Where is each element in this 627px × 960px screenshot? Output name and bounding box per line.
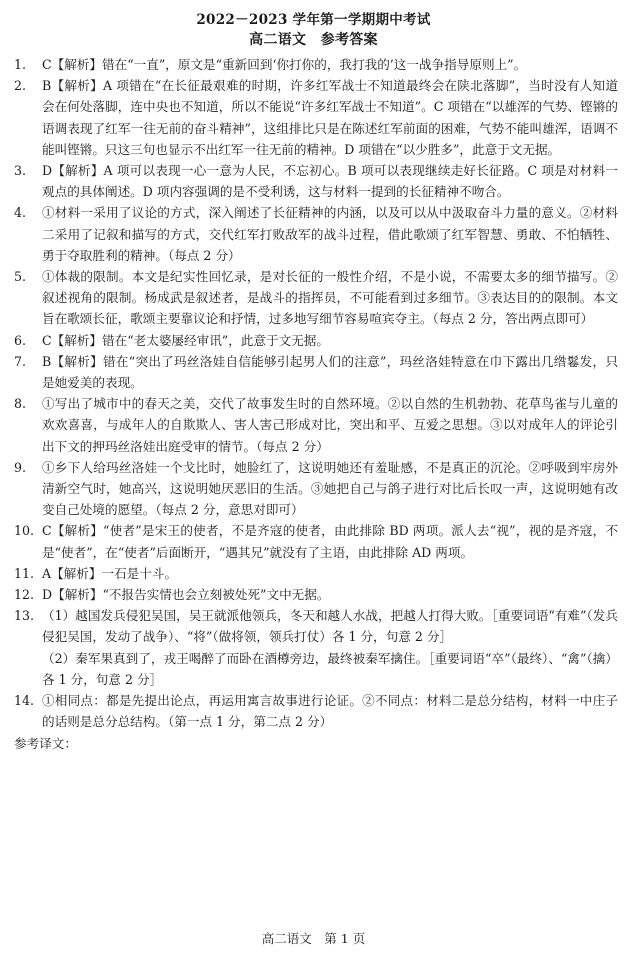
answer-item-10 bbox=[14, 520, 618, 562]
answer-number: 13. bbox=[14, 608, 35, 624]
answer-text: ①乡下人给玛丝洛娃一个戈比时，她脸红了，这说明她还有羞耻感，不是真正的沉沦。②呼吸到牢房外清新空气时，她高兴，这说明她厌恶旧的生活。③她把自己与鸽子进行对比后长叹一声，这说明她有改变自己处境的愿望。（每点 2 分，意思对即可） bbox=[42, 459, 618, 518]
answer-text: A【解析】一石是十斗。 bbox=[42, 565, 178, 581]
answer-number: 2. bbox=[14, 78, 27, 94]
answer-number: 4. bbox=[14, 205, 27, 221]
answer-part-1: （1）越国发兵侵犯吴国，吴王就派他领兵，冬天和越人水战，把越人打得大败。［重要词语“有难”（发兵侵犯吴国，发动了战争）、“将”（做将领，领兵打仗）各 1 分，句意 2 分］ bbox=[42, 608, 618, 645]
answer-number: 14. bbox=[14, 693, 35, 709]
answer-text: C【解析】“使者”是宋王的使者，不是齐寇的使者，由此排除 BD 两项。派人去“视”，视的是齐寇，不是“使者”，在“使者”后面断开，“遇其兄”就没有了主语，由此排除 AD 两项。 bbox=[42, 523, 618, 560]
answer-list bbox=[14, 54, 618, 754]
answer-item-8 bbox=[14, 393, 618, 457]
answer-number: 8. bbox=[14, 396, 27, 412]
answer-text: D【解析】“不报告实情也会立刻被处死”文中无据。 bbox=[42, 587, 330, 603]
answer-text: C【解析】错在“一直”，原文是“重新回到‘你打你的，我打我的’这一战争指导原则上”。 bbox=[42, 57, 527, 72]
answer-text: D【解析】A 项可以表现一心一意为人民，不忘初心。B 项可以表现继续走好长征路。C 项是对材料一观点的具体阐述。D 项内容强调的是不受利诱，这与材料一提到的长征精神不吻合。 bbox=[42, 163, 618, 200]
answer-text: ①体裁的限制。本文是纪实性回忆录，是对长征的一般性介绍，不是小说，不需要太多的细节描写。②叙述视角的限制。杨成武是叙述者，是战斗的指挥员，不可能看到过多细节。③表达目的的限制。本文旨在歌颂长征，歌颂主要靠议论和抒情，过多地写细节容易喧宾夺主。（每点 2 分，答出两点即可） bbox=[42, 269, 618, 327]
answer-number: 6. bbox=[14, 332, 27, 348]
answer-item-5 bbox=[14, 266, 618, 330]
answer-text bbox=[42, 605, 618, 690]
answer-item-1 bbox=[14, 54, 618, 75]
answer-item-12 bbox=[14, 584, 618, 605]
answer-item-7 bbox=[14, 351, 618, 393]
answer-item-14 bbox=[14, 690, 618, 732]
answer-text: ①材料一采用了议论的方式，深入阐述了长征精神的内涵，以及可以从中汲取奋斗力量的意义。②材料二采用了记叙和描写的方式，交代红军打败敌军的战斗过程，借此歌颂了红军智慧、勇敢、不怕牺牲、勇于夺取胜利的精神。（每点 2 分） bbox=[42, 205, 618, 263]
answer-item-9 bbox=[14, 457, 618, 521]
answer-item-4 bbox=[14, 202, 618, 266]
answer-item-3 bbox=[14, 160, 618, 202]
answer-number: 7. bbox=[14, 353, 27, 369]
answer-text: C【解析】错在“老太婆屡经审讯”，此意于文无据。 bbox=[42, 332, 329, 348]
answer-part-2: （2）秦军果真到了，戎王喝醉了而卧在酒樽旁边，最终被秦军擒住。［重要词语“卒”（最终）、“禽”（擒）各 1 分，句意 2 分］ bbox=[42, 650, 618, 687]
answer-item-13 bbox=[14, 605, 618, 690]
answer-item-2 bbox=[14, 75, 618, 160]
answer-key-subtitle: 高二语文 参考答案 bbox=[249, 32, 378, 48]
answer-number: 10. bbox=[14, 523, 35, 539]
page-footer: 高二语文 第 1 页 bbox=[261, 931, 366, 946]
answer-number: 5. bbox=[14, 269, 27, 285]
answer-text: B【解析】A 项错在“在长征最艰难的时期，许多红军战士不知道最终会在陕北落脚”，当时没有人知道会在何处落脚，连中央也不知道，所以不能说“许多红军战士不知道”。C 项错在“以雄浑的气势、铿锵的语调表现了红军一往无前的奋斗精神”，这组排比只是在陈述红军前面的困难，气势不能叫雄浑，语调不能叫铿锵。只这三句也显示不出红军一往无前的精神。D 项错在“以少胜多”，此意于文无据。 bbox=[42, 78, 618, 157]
answer-item-6 bbox=[14, 330, 618, 351]
answer-number: 11. bbox=[14, 565, 35, 581]
answer-item-11 bbox=[14, 563, 618, 584]
answer-number: 3. bbox=[14, 163, 27, 179]
reference-translation-label: 参考译文： bbox=[14, 735, 77, 751]
answer-text: ①相同点：都是先提出论点，再运用寓言故事进行论证。②不同点：材料二是总分结构，材料一中庄子的话则是总分总结构。（第一点 1 分，第二点 2 分） bbox=[42, 693, 618, 730]
exam-title: 2022－2023 学年第一学期期中考试 bbox=[196, 12, 431, 28]
answer-number: 1. bbox=[14, 57, 27, 72]
answer-text: ①写出了城市中的春天之美，交代了故事发生时的自然环境。②以自然的生机勃勃、花草鸟雀与儿童的欢欢喜喜，与成年人的自欺欺人、害人害己形成对比，突出和平、互爱之思想。③以对成年人的评论引出下文的押玛丝洛娃出庭受审的情节。（每点 2 分） bbox=[42, 396, 618, 454]
answer-text: B【解析】错在“突出了玛丝洛娃自信能够引起男人们的注意”，玛丝洛娃特意在巾下露出几绺鬈发，只是她爱美的表现。 bbox=[42, 353, 618, 391]
answer-number: 9. bbox=[14, 459, 27, 475]
answer-number: 12. bbox=[14, 587, 35, 603]
